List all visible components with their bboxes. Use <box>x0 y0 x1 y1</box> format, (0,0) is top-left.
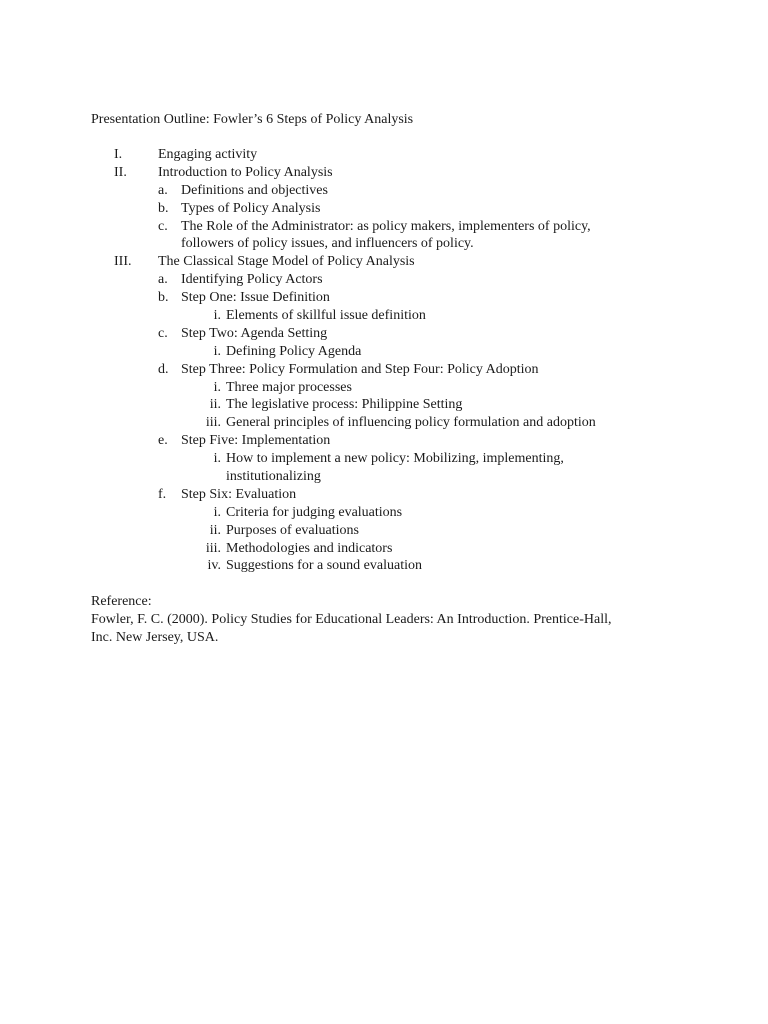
outline-marker: i. <box>213 504 221 520</box>
outline-text: Identifying Policy Actors <box>181 272 323 288</box>
outline-text: followers of policy issues, and influencers of policy. <box>181 236 474 252</box>
outline-marker: iii. <box>205 415 221 431</box>
outline-item <box>0 164 768 182</box>
outline-subitem <box>0 432 768 450</box>
outline-text: Three major processes <box>226 379 352 395</box>
reference-citation-line: Inc. New Jersey, USA. <box>91 630 219 645</box>
reference-heading: Reference: <box>91 594 152 609</box>
outline-marker: b. <box>158 290 169 306</box>
outline-text: Defining Policy Agenda <box>226 343 362 359</box>
outline-marker: e. <box>158 433 168 449</box>
outline-text: Definitions and objectives <box>181 182 328 198</box>
outline-subitem <box>0 200 768 218</box>
reference-section <box>91 593 612 647</box>
outline-marker: III. <box>114 254 132 270</box>
outline-text: Elements of skillful issue definition <box>226 308 426 324</box>
outline-marker: d. <box>158 361 169 377</box>
outline-item <box>0 253 768 271</box>
outline-text: General principles of influencing policy formulation and adoption <box>226 415 596 431</box>
outline-marker: a. <box>158 272 168 288</box>
outline-list <box>0 146 768 575</box>
outline-text: The legislative process: Philippine Setting <box>226 397 463 413</box>
outline-marker: I. <box>114 147 123 162</box>
outline-marker: ii. <box>209 397 221 413</box>
outline-subitem <box>0 486 768 504</box>
outline-text: Purposes of evaluations <box>226 522 359 538</box>
outline-subsubitem <box>0 504 768 522</box>
outline-subsubitem <box>0 522 768 540</box>
outline-marker: c. <box>158 325 168 341</box>
outline-text: institutionalizing <box>226 469 321 485</box>
outline-item <box>0 146 768 164</box>
outline-subsubitem <box>0 450 768 468</box>
outline-text: Methodologies and indicators <box>226 540 393 556</box>
outline-subitem <box>0 271 768 289</box>
outline-text: The Role of the Administrator: as policy makers, implementers of policy, <box>181 218 591 234</box>
outline-continuation <box>0 235 768 253</box>
outline-subitem <box>0 325 768 343</box>
outline-text: The Classical Stage Model of Policy Analysis <box>158 254 415 270</box>
outline-subitem <box>0 218 768 236</box>
outline-marker: c. <box>158 218 168 234</box>
outline-marker: i. <box>213 379 221 395</box>
outline-text: Step Five: Implementation <box>181 433 331 449</box>
outline-marker: i. <box>213 451 221 467</box>
outline-subsubitem <box>0 307 768 325</box>
outline-marker: i. <box>213 343 221 359</box>
outline-marker: a. <box>158 182 168 198</box>
outline-subsubitem <box>0 396 768 414</box>
outline-continuation <box>0 468 768 486</box>
outline-subitem <box>0 182 768 200</box>
outline-text: Step Three: Policy Formulation and Step Four: Policy Adoption <box>181 361 539 377</box>
outline-text: Step One: Issue Definition <box>181 290 330 306</box>
outline-marker: iv. <box>207 558 221 574</box>
outline-marker: f. <box>158 486 167 502</box>
outline-text: Step Six: Evaluation <box>181 486 297 502</box>
outline-subsubitem <box>0 557 768 575</box>
outline-text: Types of Policy Analysis <box>181 200 321 216</box>
page-title: Presentation Outline: Fowler’s 6 Steps of Policy Analysis <box>91 112 414 127</box>
outline-subsubitem <box>0 379 768 397</box>
reference-citation-line: Fowler, F. C. (2000). Policy Studies for Educational Leaders: An Introduction. Prentice-Hall, <box>91 612 612 627</box>
outline-text: Introduction to Policy Analysis <box>158 164 333 180</box>
outline-subitem <box>0 289 768 307</box>
outline-text: Criteria for judging evaluations <box>226 504 403 520</box>
outline-marker: i. <box>213 308 221 324</box>
outline-text: Step Two: Agenda Setting <box>181 325 328 341</box>
outline-marker: ii. <box>209 522 221 538</box>
outline-text: How to implement a new policy: Mobilizing, implementing, <box>226 451 564 467</box>
outline-text: Suggestions for a sound evaluation <box>226 558 422 574</box>
outline-marker: b. <box>158 200 169 216</box>
outline-marker: iii. <box>205 540 221 556</box>
outline-subsubitem <box>0 343 768 361</box>
outline-subitem <box>0 361 768 379</box>
outline-subsubitem <box>0 540 768 558</box>
outline-marker: II. <box>114 164 127 180</box>
outline-text: Engaging activity <box>158 147 258 162</box>
outline-subsubitem <box>0 414 768 432</box>
